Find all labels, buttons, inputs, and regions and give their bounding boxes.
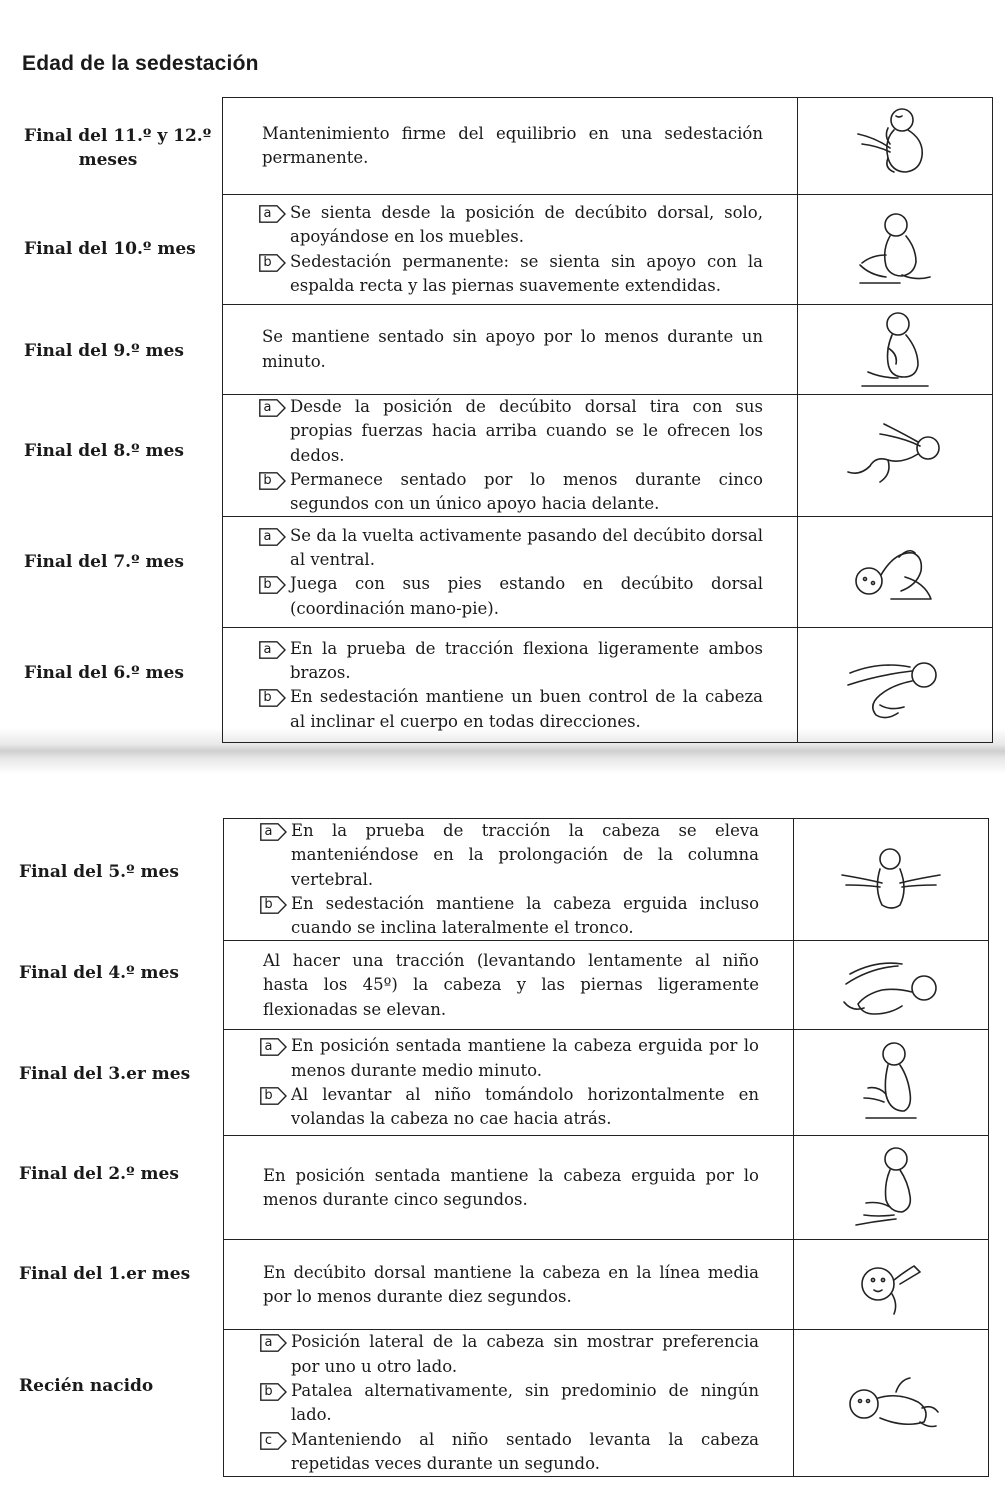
row-figure — [794, 1030, 989, 1136]
row-figure — [794, 941, 989, 1030]
page-title: Edad de la sedestación — [22, 52, 259, 75]
item-b: b Patalea alternativamente, sin predominio de ningún lado. — [260, 1379, 759, 1428]
milestones-table-top — [222, 97, 993, 743]
newborn-lying-icon — [836, 1368, 946, 1438]
age-label-final-1: Final del 1.er mes — [19, 1264, 191, 1284]
table-row — [224, 1030, 989, 1136]
baby-head-midline-icon — [846, 1250, 936, 1320]
row-description: Se mantiene sentado sin apoyo por lo menos durante un minuto. — [223, 305, 798, 395]
age-label-final-2: Final del 2.º mes — [19, 1164, 179, 1184]
table-row — [224, 1136, 989, 1240]
baby-traction-45-degrees-icon — [836, 950, 946, 1020]
age-label-newborn: Recién nacido — [19, 1376, 154, 1396]
age-label-final-7: Final del 7.º mes — [24, 552, 184, 572]
row-description — [223, 195, 798, 305]
row-figure — [798, 195, 993, 305]
row-description: En posición sentada mantiene la cabeza erguida por lo menos durante cinco segundos. — [224, 1136, 794, 1240]
baby-holding-feet-icon — [845, 537, 945, 607]
row-description — [224, 819, 794, 941]
item-c: c Manteniendo al niño sentado levanta la cabeza repetidas veces durante un segundo. — [260, 1428, 759, 1477]
baby-sitting-held-icon — [850, 104, 940, 188]
age-label-final-8: Final del 8.º mes — [24, 441, 184, 461]
baby-sitting-legs-extended-icon — [850, 205, 940, 295]
table-row — [224, 819, 989, 941]
row-figure — [794, 1330, 989, 1477]
baby-pulled-up-icon — [840, 414, 950, 498]
item-a: a Se sienta desde la posición de decúbito dorsal, solo, apoyándose en los muebles. — [259, 201, 763, 250]
item-b: b En sedestación mantiene la cabeza erguida incluso cuando se inclina lateralmente el tronco. — [260, 892, 759, 941]
baby-sitting-held-head-up-icon — [846, 1143, 936, 1233]
row-figure — [798, 98, 993, 195]
baby-sitting-supported-icon — [846, 1038, 936, 1128]
item-b: b En sedestación mantiene un buen control de la cabeza al inclinar el cuerpo en todas direcciones. — [259, 685, 763, 734]
row-figure — [798, 628, 993, 743]
item-b: b Al levantar al niño tomándolo horizontalmente en volandas la cabeza no cae hacia atrás. — [260, 1083, 759, 1132]
row-description — [224, 1030, 794, 1136]
row-figure — [794, 1240, 989, 1330]
row-description: En decúbito dorsal mantiene la cabeza en la línea media por lo menos durante diez segundos. — [224, 1240, 794, 1330]
age-label-final-4: Final del 4.º mes — [19, 963, 179, 983]
age-label-final-10: Final del 10.º mes — [24, 239, 196, 259]
baby-traction-arms-flexed-icon — [840, 645, 950, 725]
table-row — [223, 395, 993, 517]
item-a: a Posición lateral de la cabeza sin mostrar preferencia por uno u otro lado. — [260, 1330, 759, 1379]
item-b: b Permanece sentado por lo menos durante cinco segundos con un único apoyo hacia delante. — [259, 468, 763, 517]
table-row — [223, 517, 993, 628]
item-a: a En posición sentada mantiene la cabeza erguida por lo menos durante medio minuto. — [260, 1034, 759, 1083]
age-label-final-11-12: Final del 11.º y 12.º meses — [24, 126, 212, 170]
row-figure — [798, 395, 993, 517]
item-a: a En la prueba de tracción flexiona ligeramente ambos brazos. — [259, 637, 763, 686]
table-row — [223, 98, 993, 195]
item-a: a Desde la posición de decúbito dorsal tira con sus propias fuerzas hacia arriba cuando se le ofrecen los dedos. — [259, 395, 763, 468]
item-a: a En la prueba de tracción la cabeza se eleva manteniéndose en la prolongación de la columna vertebral. — [260, 819, 759, 892]
milestones-table-bottom — [223, 818, 989, 1477]
table-row — [224, 941, 989, 1030]
row-description: Mantenimiento firme del equilibrio en una sedestación permanente. — [223, 98, 798, 195]
row-description — [223, 395, 798, 517]
table-row — [223, 195, 993, 305]
age-label-final-9: Final del 9.º mes — [24, 341, 184, 361]
row-figure — [794, 819, 989, 941]
row-description — [223, 517, 798, 628]
table-row — [223, 628, 993, 743]
item-a: a Se da la vuelta activamente pasando del decúbito dorsal al ventral. — [259, 524, 763, 573]
baby-sitting-unsupported-icon — [850, 308, 940, 392]
row-description: Al hacer una tracción (levantando lentamente al niño hasta los 45º) la cabeza y las piernas ligeramente flexionadas se elevan. — [224, 941, 794, 1030]
table-row — [224, 1240, 989, 1330]
row-figure — [798, 517, 993, 628]
age-label-final-3: Final del 3.er mes — [19, 1064, 191, 1084]
baby-held-sitting-head-up-icon — [836, 845, 946, 915]
row-description — [223, 628, 798, 743]
age-label-final-6: Final del 6.º mes — [24, 663, 184, 683]
row-figure — [794, 1136, 989, 1240]
item-b: b Juega con sus pies estando en decúbito dorsal (coordinación mano-pie). — [259, 572, 763, 621]
age-label-final-5: Final del 5.º mes — [19, 862, 179, 882]
item-b: b Sedestación permanente: se sienta sin apoyo con la espalda recta y las piernas suavemente extendidas. — [259, 250, 763, 299]
table-row — [224, 1330, 989, 1477]
row-figure — [798, 305, 993, 395]
row-description — [224, 1330, 794, 1477]
table-row — [223, 305, 993, 395]
